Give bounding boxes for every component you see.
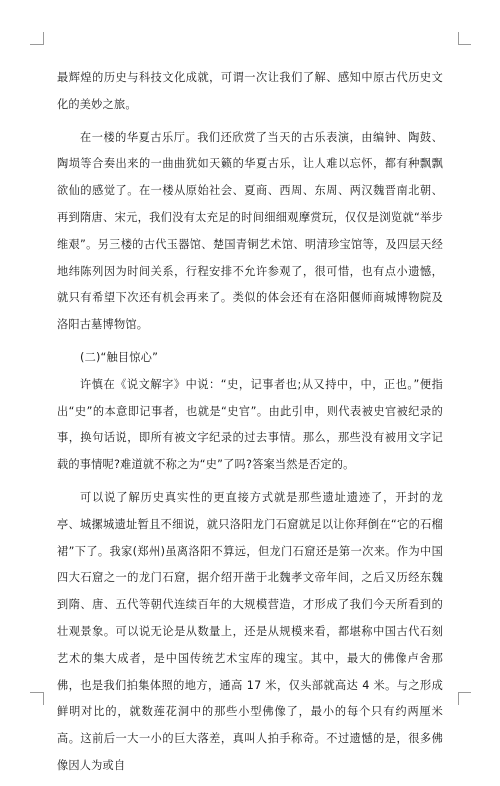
crop-mark-bottom-left <box>30 692 44 705</box>
paragraph-continuation: 最辉煌的历史与科技文化成就，可谓一次让我们了解、感知中原古代历史文化的美妙之旅。 <box>57 71 443 111</box>
crop-mark-top-left <box>30 32 44 45</box>
section-heading: (二)“触目惊心” <box>80 350 159 364</box>
paragraph-longmen-grottoes: 可以说了解历史真实性的更直接方式就是那些遗址遗迹了，开封的龙亭、城摞城遗址暂且不细说，就只洛阳龙门石窟就足以让你拜倒在“它的石榴裙”下了。我家(郑州)虽离洛阳不算远，但龙门石窟还是第一次来。作为中国四大石窟之一的龙门石窟，据介绍开凿于北魏孝文帝年间，之后又历经东魏到隋、唐、五代等朝代连续百年的大规模营造，才形成了我们今天所看到的壮观景象。可以说无论是从数量上，还是从规模来看，都堪称中国古代石刻艺术的集大成者，是中国传统艺术宝库的瑰宝。其中，最大的佛像卢舍那佛，也是我们拍集体照的地方，通高 17 米，仅头部就高达 4 米。与之形成鲜明对比的，就数莲花洞中的那些小型佛像了，最小的每个只有约两厘米高。这前后一大一小的巨大落差，真叫人拍手称奇。不过遗憾的是，很多佛像因人为或自 <box>57 490 443 772</box>
paragraph-xu-shen: 许慎在《说文解字》中说：“史，记事者也;从又持中，中，正也。”便指出“史”的本意即记事者，也就是“史官”。由此引申，则代表被史官被纪录的事，换句话说，即所有被文字纪录的过去事情。那么，那些没有被用文字记载的事情呢?难道就不称之为“史”了吗?答案当然是否定的。 <box>57 377 443 472</box>
document-body <box>57 65 443 786</box>
crop-mark-top-right <box>458 32 471 45</box>
paragraph-music-hall: 在一楼的华夏古乐厅。我们还欣赏了当天的古乐表演，由编钟、陶鼓、陶埙等合奏出来的一曲曲犹如天籁的华夏古乐，让人难以忘怀，都有种飘飘欲仙的感觉了。在一楼从原始社会、夏商、西周、东周、两汉魏晋南北朝、再到隋唐、宋元，我们没有太充足的时间细细观摩赏玩，仅仅是浏览就“举步维艰”。另三楼的古代玉器馆、楚国青铜艺术馆、明清珍宝馆等，及四层天经地纬陈列因为时间关系，行程安排不允许参观了，很可惜，也有点小遗憾，就只有希望下次还有机会再来了。类似的体会还有在洛阳偃师商城博物院及洛阳古墓博物馆。 <box>57 130 443 332</box>
crop-mark-bottom-right <box>458 692 471 705</box>
